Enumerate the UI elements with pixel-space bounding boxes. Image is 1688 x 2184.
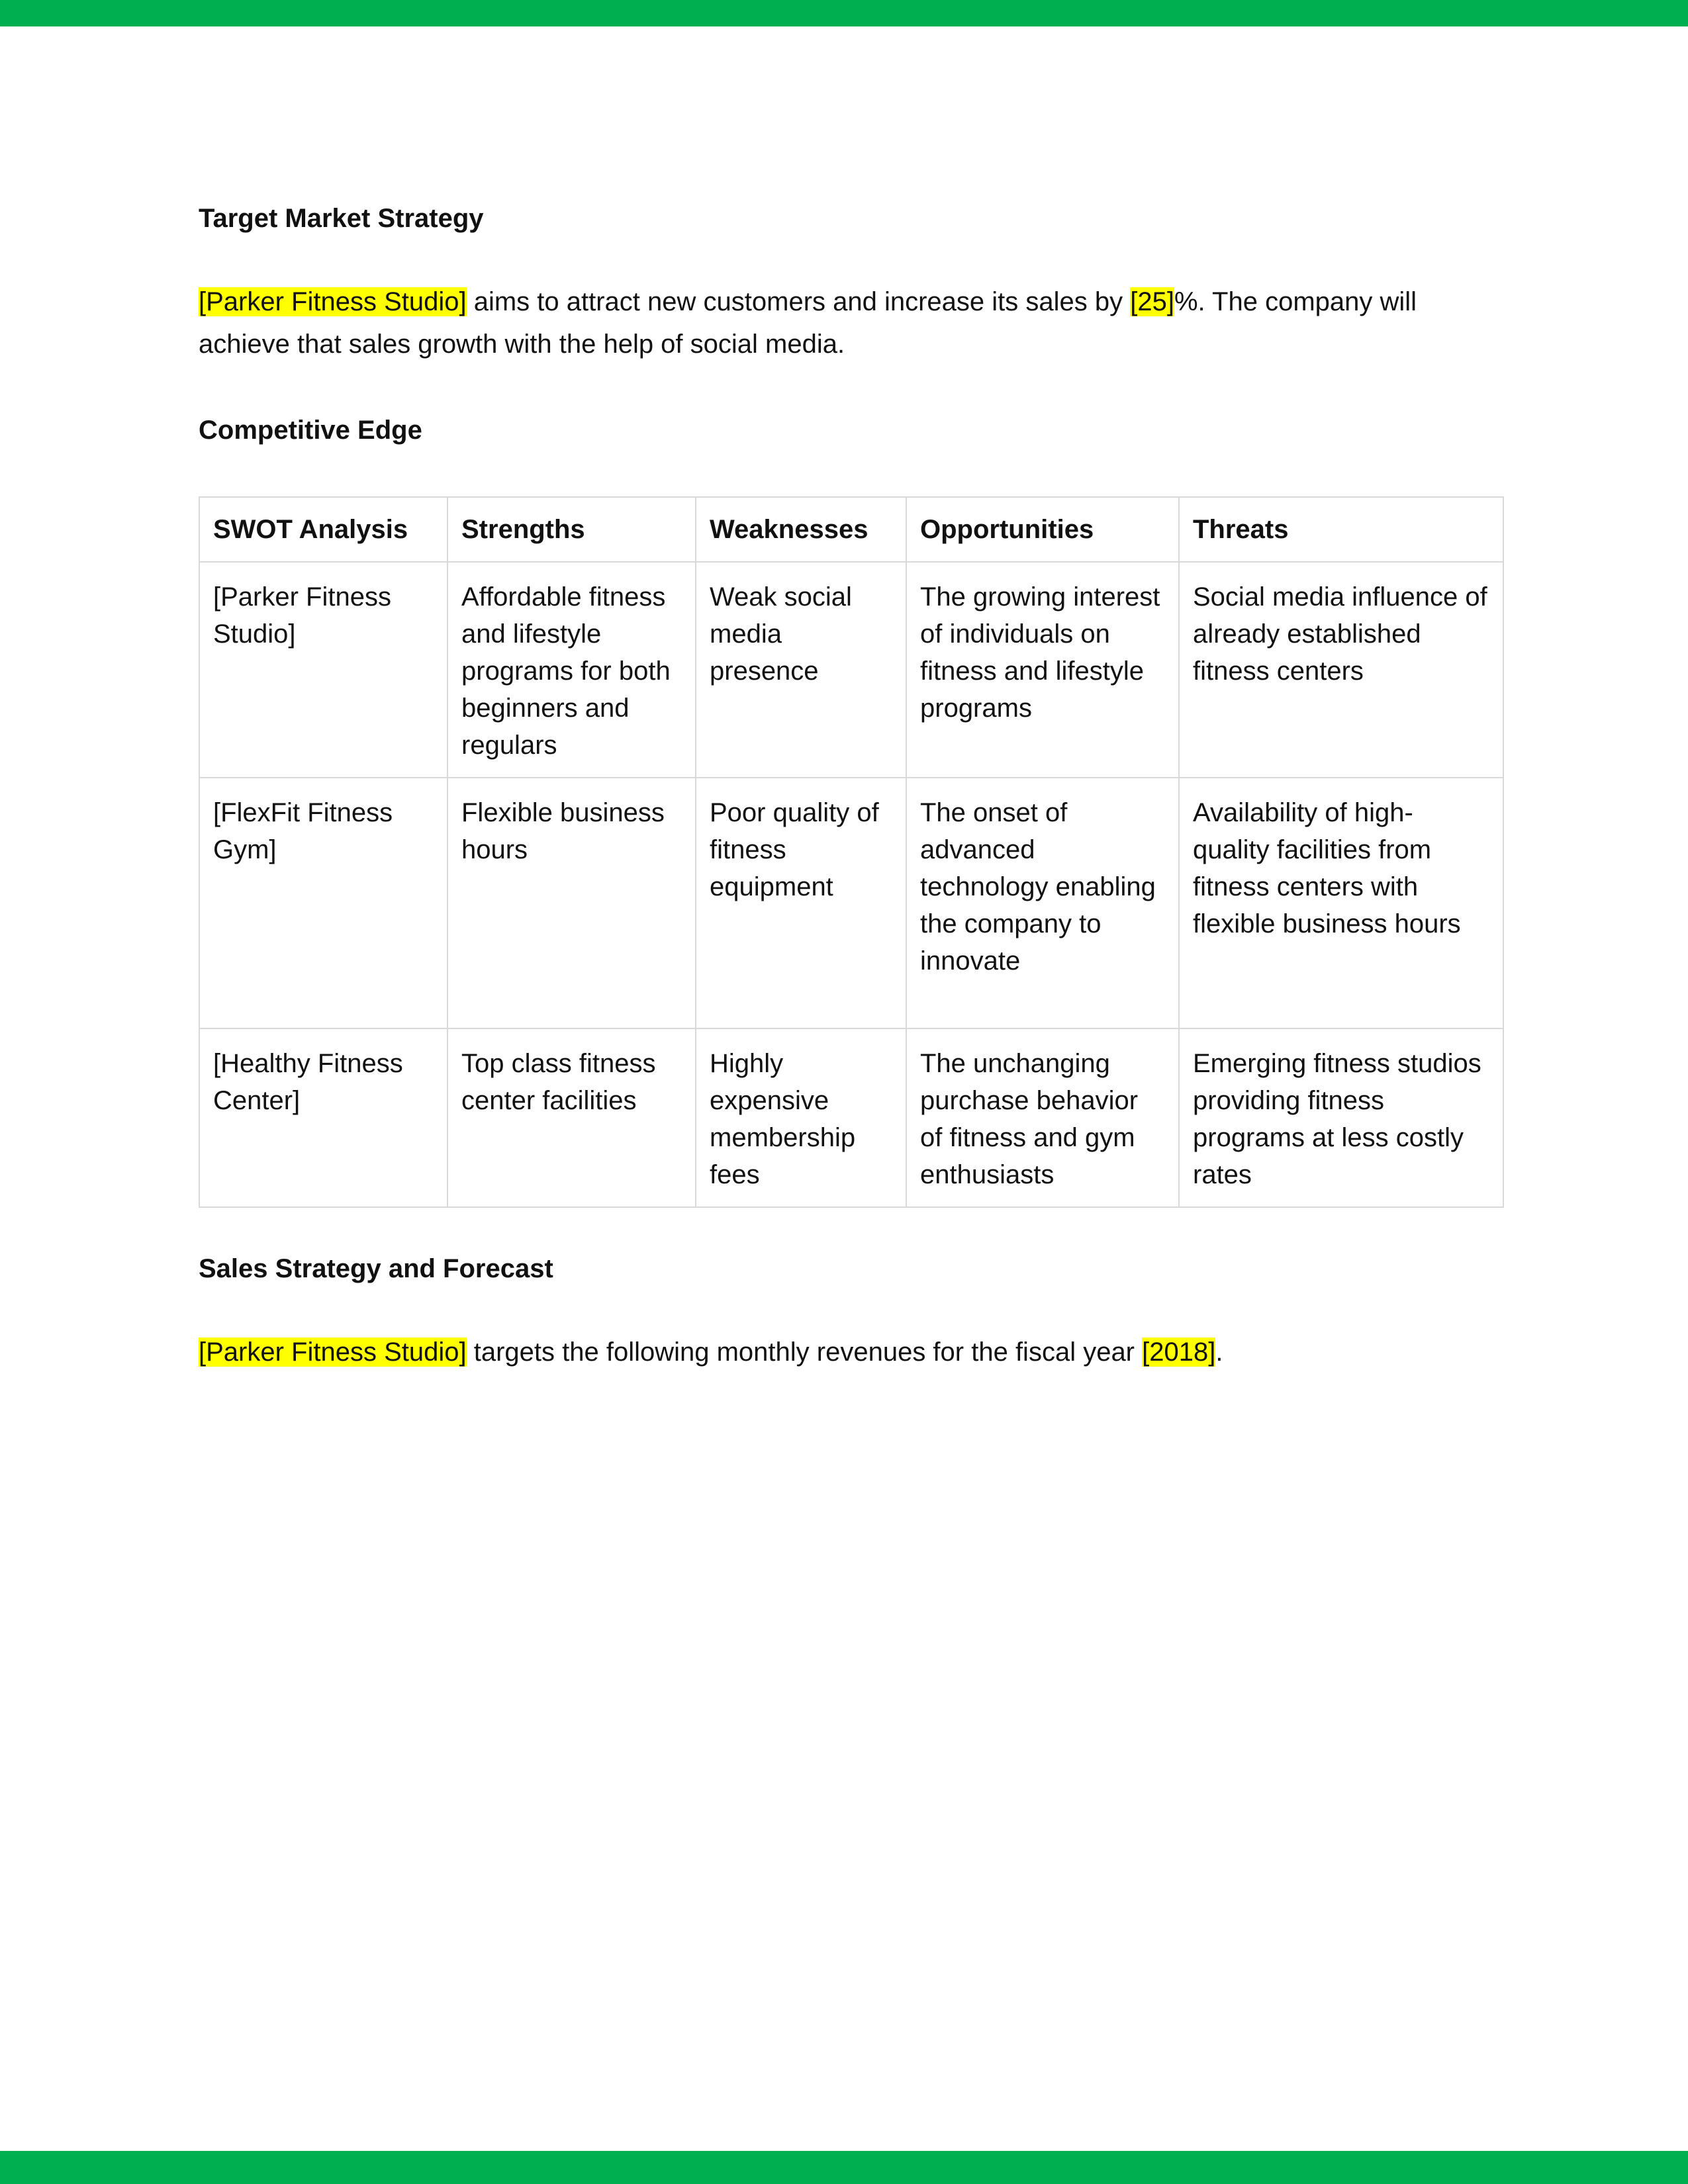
swot-table <box>199 496 1504 1208</box>
header-swot-analysis: SWOT Analysis <box>199 497 447 562</box>
sales-strategy-paragraph <box>199 1331 1503 1373</box>
header-strengths: Strengths <box>447 497 696 562</box>
table-row <box>199 1028 1503 1207</box>
table-cell-strength: Flexible business hours <box>447 778 696 1028</box>
target-market-text-b: %. The company will achieve that sales growth with the help of social media. <box>199 287 1417 359</box>
header-opportunities: Opportunities <box>906 497 1179 562</box>
table-row <box>199 778 1503 1028</box>
table-cell-strength: Affordable fitness and lifestyle programs for both beginners and regulars <box>447 562 696 778</box>
table-cell-threat: Social media influence of already established fitness centers <box>1179 562 1503 778</box>
header-threats: Threats <box>1179 497 1503 562</box>
table-cell-company: [Parker Fitness Studio] <box>199 562 447 778</box>
table-cell-threat: Emerging fitness studios providing fitness programs at less costly rates <box>1179 1028 1503 1207</box>
target-market-text-a: aims to attract new customers and increase its sales by <box>466 287 1131 316</box>
table-cell-weakness: Poor quality of fitness equipment <box>696 778 906 1028</box>
target-market-paragraph <box>199 281 1503 365</box>
table-cell-company: [Healthy Fitness Center] <box>199 1028 447 1207</box>
table-cell-company: [FlexFit Fitness Gym] <box>199 778 447 1028</box>
company-name-highlight: [Parker Fitness Studio] <box>199 1338 467 1367</box>
sales-strategy-text-a: targets the following monthly revenues for the fiscal year <box>466 1338 1143 1367</box>
swot-header-row <box>199 497 1503 562</box>
fiscal-year-highlight: [2018] <box>1142 1338 1216 1367</box>
company-name-highlight: [Parker Fitness Studio] <box>199 287 467 316</box>
heading-competitive-edge: Competitive Edge <box>199 416 422 445</box>
table-cell-strength: Top class fitness center facilities <box>447 1028 696 1207</box>
bottom-accent-bar <box>0 2151 1688 2184</box>
sales-percent-highlight: [25] <box>1130 287 1174 316</box>
table-cell-opportunity: The onset of advanced technology enabling the company to innovate <box>906 778 1179 1028</box>
table-cell-threat: Availability of high-quality facilities from fitness centers with flexible business hours <box>1179 778 1503 1028</box>
table-cell-opportunity: The growing interest of individuals on fitness and lifestyle programs <box>906 562 1179 778</box>
table-row <box>199 562 1503 778</box>
top-accent-bar <box>0 0 1688 26</box>
heading-sales-strategy-forecast: Sales Strategy and Forecast <box>199 1254 553 1283</box>
sales-strategy-text-b: . <box>1215 1338 1223 1367</box>
table-cell-opportunity: The unchanging purchase behavior of fitness and gym enthusiasts <box>906 1028 1179 1207</box>
header-weaknesses: Weaknesses <box>696 497 906 562</box>
table-cell-weakness: Weak social media presence <box>696 562 906 778</box>
table-cell-weakness: Highly expensive membership fees <box>696 1028 906 1207</box>
heading-target-market-strategy: Target Market Strategy <box>199 204 484 233</box>
